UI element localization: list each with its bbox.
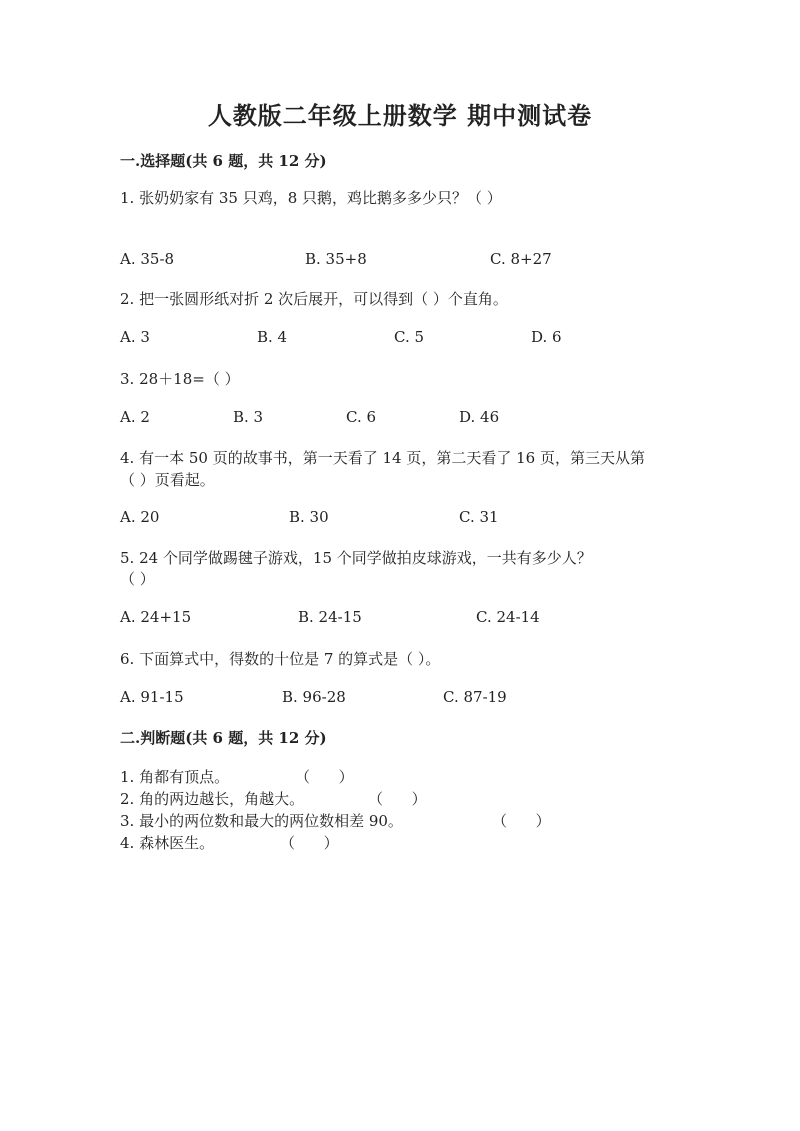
q6-option-c: C. 87-19: [443, 688, 507, 706]
q6-option-a: A. 91-15: [120, 688, 184, 706]
section-heading-choice: 一.选择题(共 6 题，共 12 分): [120, 152, 327, 170]
q2-option-b: B. 4: [257, 328, 288, 346]
q5-option-c: C. 24-14: [476, 608, 540, 626]
q1-option-b: B. 35+8: [305, 250, 367, 268]
judge-item-4-blank: （ ）: [280, 834, 339, 852]
question-5-line-2: （ ）: [120, 570, 155, 588]
judge-item-3-blank: （ ）: [492, 812, 551, 830]
judge-item-2-blank: （ ）: [368, 790, 427, 808]
q1-option-a: A. 35-8: [120, 250, 175, 268]
q3-option-d: D. 46: [459, 408, 500, 426]
q2-option-a: A. 3: [120, 328, 150, 346]
q4-option-b: B. 30: [289, 508, 329, 526]
q3-option-c: C. 6: [346, 408, 377, 426]
page-title: 人教版二年级上册数学 期中测试卷: [207, 101, 593, 130]
question-3: 3. 28＋18=（ ）: [120, 370, 240, 388]
judge-item-1-blank: （ ）: [295, 768, 354, 786]
judge-item-1: 1. 角都有顶点。: [120, 768, 230, 786]
q1-option-c: C. 8+27: [490, 250, 552, 268]
judge-item-2: 2. 角的两边越长，角越大。: [120, 790, 305, 808]
q5-option-a: A. 24+15: [120, 608, 192, 626]
q4-option-c: C. 31: [459, 508, 499, 526]
q3-option-b: B. 3: [233, 408, 264, 426]
question-4-line-1: 4. 有一本 50 页的故事书，第一天看了 14 页，第二天看了 16 页，第三天从第: [120, 449, 645, 467]
section-heading-judge: 二.判断题(共 6 题，共 12 分): [120, 729, 327, 747]
q5-option-b: B. 24-15: [298, 608, 362, 626]
question-6: 6. 下面算式中，得数的十位是 7 的算式是（ ）。: [120, 650, 441, 668]
q2-option-d: D. 6: [531, 328, 562, 346]
q3-option-a: A. 2: [120, 408, 150, 426]
judge-item-4: 4. 森林医生。: [120, 834, 215, 852]
q4-option-a: A. 20: [120, 508, 160, 526]
q2-option-c: C. 5: [394, 328, 425, 346]
question-5-line-1: 5. 24 个同学做踢毽子游戏，15 个同学做拍皮球游戏，一共有多少人？: [120, 549, 592, 567]
question-2: 2. 把一张圆形纸对折 2 次后展开，可以得到（ ）个直角。: [120, 290, 508, 308]
q6-option-b: B. 96-28: [282, 688, 346, 706]
question-1: 1. 张奶奶家有 35 只鸡，8 只鹅，鸡比鹅多多少只？（ ）: [120, 189, 502, 207]
judge-item-3: 3. 最小的两位数和最大的两位数相差 90。: [120, 812, 403, 830]
question-4-line-2: （ ）页看起。: [120, 471, 215, 489]
